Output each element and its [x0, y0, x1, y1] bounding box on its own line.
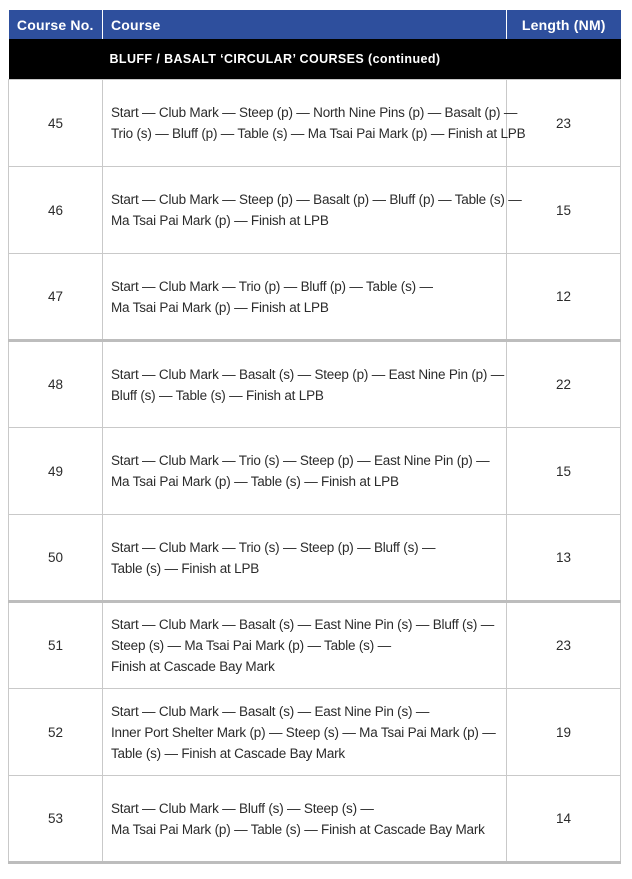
course-number: 49 — [9, 428, 103, 515]
course-description — [103, 428, 507, 515]
course-length: 23 — [507, 602, 621, 689]
course-description-line: Start — Club Mark — Trio (s) — Steep (p) — East Nine Pin (p) — — [111, 453, 490, 468]
course-description — [103, 602, 507, 689]
course-description-line: Start — Club Mark — Steep (p) — Basalt (p) — Bluff (p) — Table (s) — — [111, 192, 522, 207]
course-number: 48 — [9, 341, 103, 428]
table-row — [9, 167, 621, 254]
course-length: 23 — [507, 80, 621, 167]
course-description — [103, 341, 507, 428]
course-description — [103, 254, 507, 341]
course-description — [103, 515, 507, 602]
table-row — [9, 341, 621, 428]
course-description-line: Trio (s) — Bluff (p) — Table (s) — Ma Tsai Pai Mark (p) — Finish at LPB — [111, 126, 526, 141]
course-description-line: Start — Club Mark — Trio (p) — Bluff (p) — Table (s) — — [111, 278, 433, 294]
table-row — [9, 428, 621, 515]
course-length: 19 — [507, 689, 621, 776]
course-length: 12 — [507, 254, 621, 341]
course-description — [103, 689, 507, 776]
table-row — [9, 776, 621, 863]
course-description — [103, 776, 507, 863]
course-description-line: Start — Club Mark — Bluff (s) — Steep (s) — — [111, 800, 374, 816]
course-length: 13 — [507, 515, 621, 602]
course-description-line: Inner Port Shelter Mark (p) — Steep (s) — Ma Tsai Pai Mark (p) — — [111, 724, 496, 740]
table-header — [9, 10, 621, 39]
course-number: 47 — [9, 254, 103, 341]
header-course-no: Course No. — [9, 10, 103, 39]
course-length: 15 — [507, 428, 621, 515]
course-length: 14 — [507, 776, 621, 863]
section-header-row — [9, 39, 621, 80]
course-number: 45 — [9, 80, 103, 167]
table-row — [9, 80, 621, 167]
courses-table — [8, 10, 621, 864]
course-description-line: Ma Tsai Pai Mark (p) — Table (s) — Finish at Cascade Bay Mark — [111, 821, 485, 837]
table-row — [9, 254, 621, 341]
course-table-page — [8, 10, 620, 864]
course-description-line: Start — Club Mark — Basalt (s) — Steep (p) — East Nine Pin (p) — — [111, 366, 505, 382]
course-description-line: Finish at Cascade Bay Mark — [111, 659, 275, 674]
course-number: 52 — [9, 689, 103, 776]
course-description-line: Start — Club Mark — Trio (s) — Steep (p) — Bluff (s) — — [111, 539, 436, 555]
table-row — [9, 602, 621, 689]
course-number: 51 — [9, 602, 103, 689]
course-description-line: Start — Club Mark — Basalt (s) — East Nine Pin (s) — Bluff (s) — — [111, 617, 495, 632]
course-description-line: Steep (s) — Ma Tsai Pai Mark (p) — Table (s) — — [111, 638, 391, 653]
course-description-line: Table (s) — Finish at Cascade Bay Mark — [111, 745, 345, 761]
table-body — [9, 39, 621, 863]
course-length: 15 — [507, 167, 621, 254]
header-course: Course — [103, 10, 507, 39]
section-title: BLUFF / BASALT ‘CIRCULAR’ COURSES (continued) — [9, 39, 621, 80]
course-description-line: Ma Tsai Pai Mark (p) — Finish at LPB — [111, 213, 329, 228]
course-description-line: Bluff (s) — Table (s) — Finish at LPB — [111, 387, 324, 403]
course-number: 53 — [9, 776, 103, 863]
course-description-line: Start — Club Mark — Steep (p) — North Nine Pins (p) — Basalt (p) — — [111, 105, 518, 120]
course-description-line: Start — Club Mark — Basalt (s) — East Nine Pin (s) — — [111, 703, 430, 719]
course-description — [103, 167, 522, 254]
course-description-line: Table (s) — Finish at LPB — [111, 560, 260, 576]
course-length: 22 — [507, 341, 621, 428]
course-description-line: Ma Tsai Pai Mark (p) — Table (s) — Finish at LPB — [111, 474, 399, 489]
table-row — [9, 689, 621, 776]
course-description — [103, 80, 526, 167]
header-length: Length (NM) — [507, 10, 621, 39]
course-number: 46 — [9, 167, 103, 254]
course-number: 50 — [9, 515, 103, 602]
course-description-line: Ma Tsai Pai Mark (p) — Finish at LPB — [111, 299, 329, 315]
table-row — [9, 515, 621, 602]
